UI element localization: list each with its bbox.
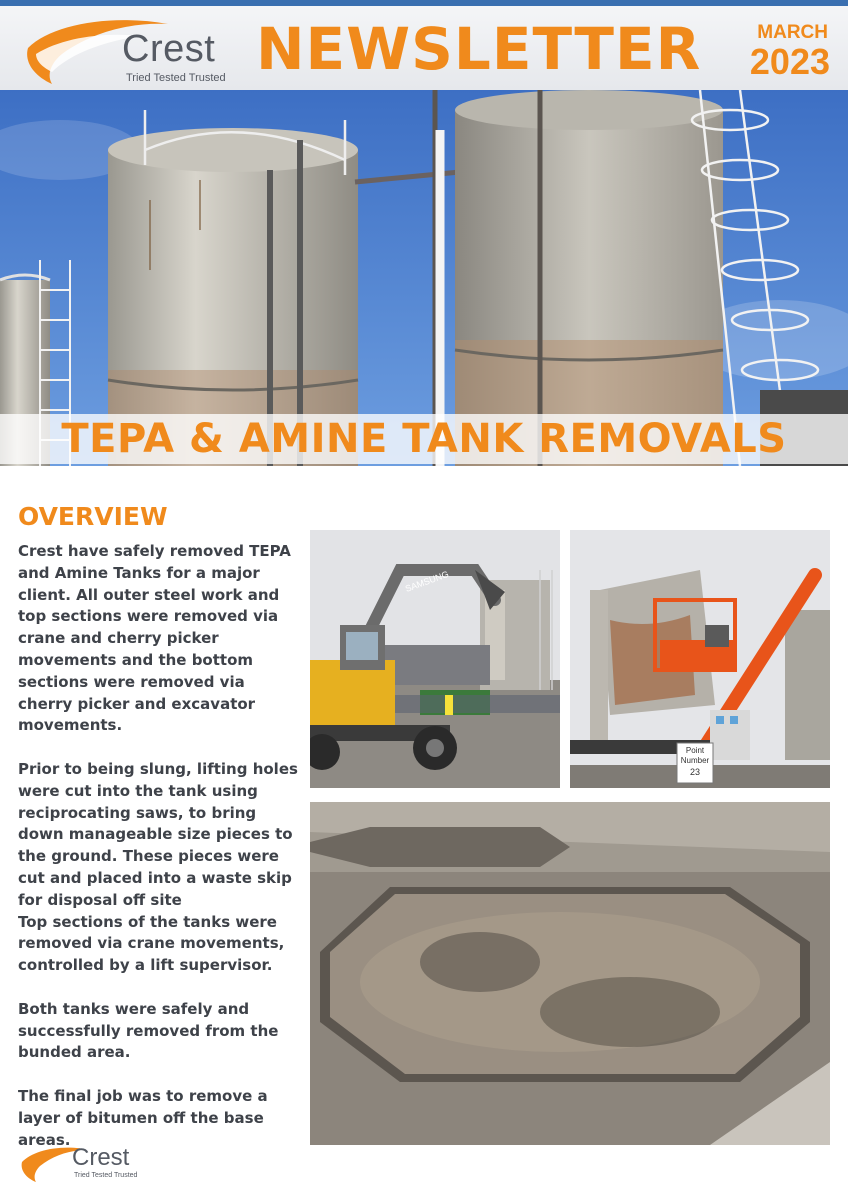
point-sign-line3: 23 [689, 767, 701, 777]
crest-swoosh-icon [20, 1144, 80, 1184]
overview-paragraph: Top sections of the tanks were removed via crane movements, controlled by a lift supervisor. [18, 912, 285, 975]
overview-paragraph: Crest have safely removed TEPA and Amine Tanks for a major client. All outer steel work and top sections were removed via crane and cherry picker movements and the bottom sections were removed via cherry picker and excavator movements. [18, 542, 291, 735]
point-sign-line1: Point [685, 746, 705, 755]
excavator-photo [310, 530, 560, 788]
brand-tagline: Tried Tested Trusted [126, 72, 226, 84]
point-sign-line2: Number [680, 756, 710, 765]
cherry-picker-photo [570, 530, 830, 788]
overview-paragraph: Prior to being slung, lifting holes were cut into the tank using reciprocating saws, to bring down manageable size pieces to the ground. These pieces were cut and placed into a waste skip for disposal off site [18, 759, 298, 909]
issue-year: 2023 [749, 41, 830, 82]
newsletter-title: NEWSLETTER [256, 15, 702, 83]
hero-tanks-photo [0, 90, 848, 466]
excavator-brand-label: SAMSUNG [403, 568, 451, 594]
crest-logo [22, 14, 242, 86]
overview-paragraph: The final job was to remove a layer of bitumen off the base areas. [18, 1086, 268, 1149]
newsletter-header [0, 6, 848, 90]
footer-brand-tagline: Tried Tested Trusted [74, 1172, 138, 1179]
brand-name: Crest [122, 28, 216, 70]
tank-base-photo [310, 802, 830, 1145]
hero-title-banner [0, 414, 848, 464]
overview-heading: OVERVIEW [18, 502, 168, 531]
issue-month: MARCH [757, 22, 828, 43]
overview-paragraph: Both tanks were safely and successfully removed from the bunded area. [18, 999, 279, 1062]
footer-logo [20, 1142, 150, 1188]
footer-brand-name: Crest [72, 1144, 130, 1171]
article-title: TEPA & AMINE TANK REMOVALS [61, 416, 787, 462]
overview-body [18, 541, 300, 1173]
